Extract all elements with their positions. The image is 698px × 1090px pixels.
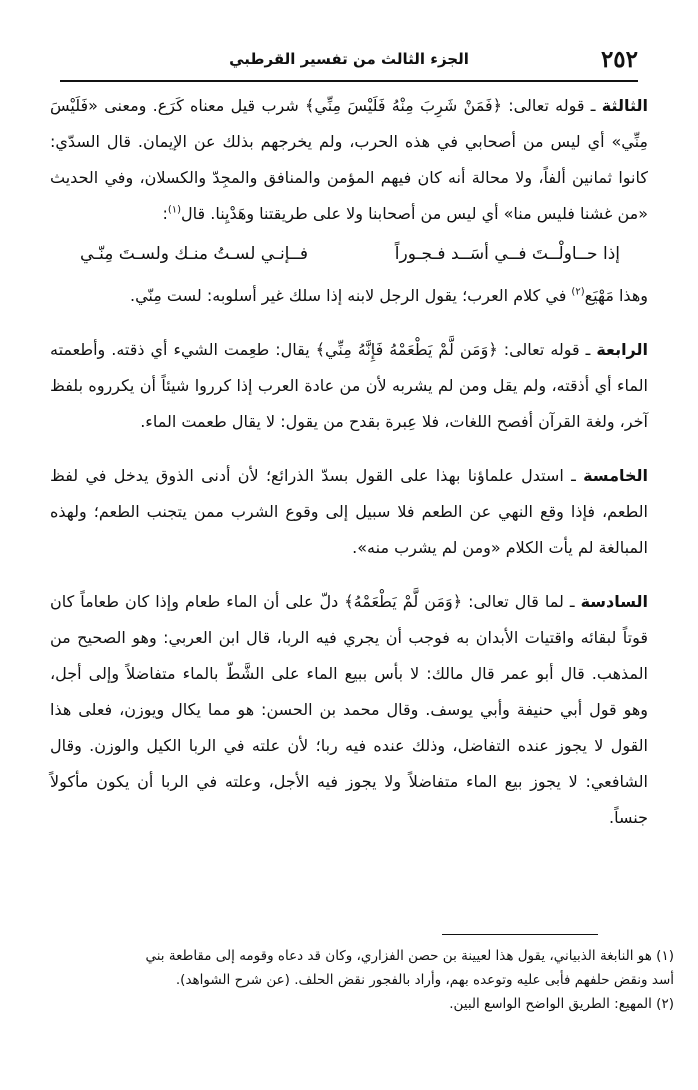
footnote-2: (٢) المهيع: الطريق الواضح الواسع البين. <box>449 996 674 1012</box>
footnote-1-line-2: أسد ونقض حلفهم فأبى عليه وتوعده بهم، وأراد بالفجور نقض الحلف. (عن شرح الشواهد). <box>175 972 674 988</box>
section-label-fourth: الرابعة <box>596 340 648 359</box>
section-text-third-2: وهذا مَهْيَع <box>584 286 648 305</box>
footnote-divider <box>442 934 598 935</box>
section-text-third: ـ قوله تعالى: ﴿فَمَنْ شَرِبَ مِنْهُ فَلَيْسَ مِنِّي﴾ شرب قيل معناه كَرَع. ومعنى «فَلَيْسَ مِنِّي» أي ليس من أصحابي في هذه الحرب، ولم يخرجهم بذلك عن الإيمان. قال السدّي: كانوا ثمانين ألفاً، ولا محالة أنه كان فيهم المؤمن والمنافق والمجِدّ والكسلان، وفي الحديث «من غشنا فليس منا» أي ليس من أصحابنا ولا على طريقتنا وهَدْيِنا. قال <box>50 96 648 223</box>
section-third-continued <box>50 278 648 314</box>
footnotes <box>24 944 674 1016</box>
section-sixth <box>50 584 648 836</box>
section-text-fourth: ـ قوله تعالى: ﴿وَمَن لَّمْ يَطْعَمْهُ فَإِنَّهُ مِنِّي﴾ يقال: طعِمت الشيء أي ذقته. وأطعمته الماء أي أذقته، ولم يقل ومن لم يشربه لأن من عادة العرب إذا كرروا شيئاً أن يكرروه بلفظ آخر، ولغة القرآن أفصح اللغات، فلا عِبرة بقدح من يقول: لا يقال طعمت الماء. <box>50 340 648 431</box>
verse-second-hemistich: فــإنـي لسـتُ منـك ولسـتَ مِنّـي <box>80 244 308 264</box>
section-label-sixth: السادسة <box>580 592 648 611</box>
page-number: ٢٥٢ <box>600 46 638 73</box>
section-fourth <box>50 332 648 440</box>
section-third <box>50 88 648 232</box>
section-text-sixth: ـ لما قال تعالى: ﴿وَمَن لَّمْ يَطْعَمْهُ﴾ دلّ على أن الماء طعام وإذا كان طعاماً كان قوتاً لبقائه واقتيات الأبدان به فوجب أن يجري فيه الربا، قال ابن العربي: وهو الصحيح من المذهب. قال أبو عمر قال مالك: لا بأس ببيع الماء على الشَّطّ بالماء متفاضلاً وإلى أجل، وهو قول أبي حنيفة وأبي يوسف. وقال محمد بن الحسن: هو مما يكال ويوزن، فعلى هذا القول لا يجوز عنده التفاضل، وذلك عنده فيه ربا؛ لأن علته في الربا الكيل والوزن. وقال الشافعي: لا يجوز بيع الماء متفاضلاً ولا يجوز فيه الأجل، وعلته في الربا أن يكون مأكولاً جنساً. <box>50 592 648 827</box>
footnote-1-line-1: (١) هو النابغة الذبياني، يقول هذا لعيينة بن حصن الفزاري، وكان قد دعاه وقومه إلى مقاطعة بني <box>145 948 674 964</box>
footnote-ref-1[interactable]: (١) <box>167 204 182 216</box>
section-text-fifth: ـ استدل علماؤنا بهذا على القول بسدّ الذرائع؛ لأن أدنى الذوق يدخل في لفظ الطعم، فإذا وقع النهي عن الطعم فلا سبيل إلى وقوع الشرب ممن يتجنب الطعم؛ ولهذه المبالغة لم يأت الكلام «ومن لم يشرب منه». <box>50 466 648 557</box>
section-text-third-3: في كلام العرب؛ يقول الرجل لابنه إذا سلك غير أسلوبه: لست مِنّي. <box>130 286 572 305</box>
page-header <box>60 44 638 82</box>
verse-first-hemistich: إذا حــاولْــتَ فــي أسَــد فـجـوراً <box>394 244 620 264</box>
colon: : <box>162 204 168 223</box>
section-fifth <box>50 458 648 566</box>
poetry-verse <box>50 232 648 278</box>
section-label-fifth: الخامسة <box>583 466 648 485</box>
section-label-third: الثالثة <box>601 96 648 115</box>
footnote-ref-2[interactable]: (٢) <box>571 286 585 298</box>
running-title: الجزء الثالث من تفسير القرطبي <box>229 50 469 68</box>
main-text <box>50 88 648 836</box>
